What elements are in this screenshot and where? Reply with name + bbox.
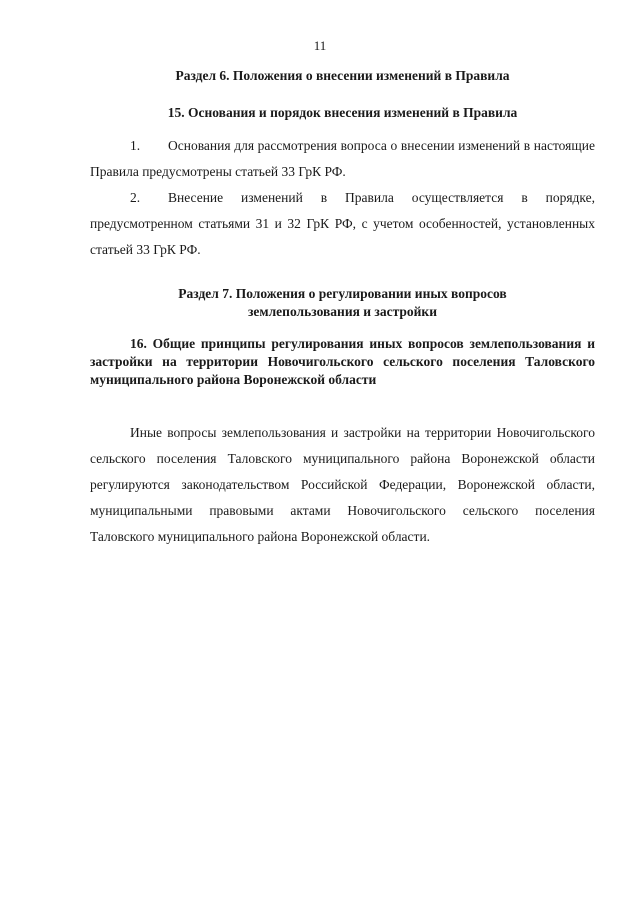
section-7-title — [90, 285, 595, 321]
section-7-title-line-2: землепользования и застройки — [248, 304, 437, 319]
section-6-title: Раздел 6. Положения о внесении изменений в Правила — [175, 68, 510, 83]
item-number: 1. — [130, 138, 141, 153]
item-text: Внесение изменений в Правила осуществляется в порядке, предусмотренном статьями 31 и 32 ГрК РФ, с учетом особенностей, установленных статьей 33 ГрК РФ. — [90, 190, 595, 257]
section-7-paragraph: Иные вопросы землепользования и застройки на территории Новочигольского сельского поселения Таловского муниципального района Воронежской области регулируются законодательством Российской Федерации, Воронежской области, муниципальными правовыми актами Новочигольского сельского поселения Таловского муниципального района Воронежской области. — [90, 425, 595, 544]
item-number: 2. — [130, 190, 141, 205]
section-7-title-line-1: Раздел 7. Положения о регулировании иных вопросов — [178, 286, 507, 301]
item-text: Основания для рассмотрения вопроса о внесении изменений в настоящие Правила предусмотрены статьей 33 ГрК РФ. — [90, 138, 595, 179]
section-6-item-2 — [90, 185, 595, 263]
subsection-15-title: 15. Основания и порядок внесения изменений в Правила — [167, 105, 518, 120]
section-6-item-1 — [90, 133, 595, 185]
page-number: 11 — [313, 38, 327, 53]
subsection-16-title: 16. Общие принципы регулирования иных вопросов землепользования и застройки на территории Новочигольского сельского поселения Таловского муниципального района Воронежской области — [90, 336, 595, 387]
